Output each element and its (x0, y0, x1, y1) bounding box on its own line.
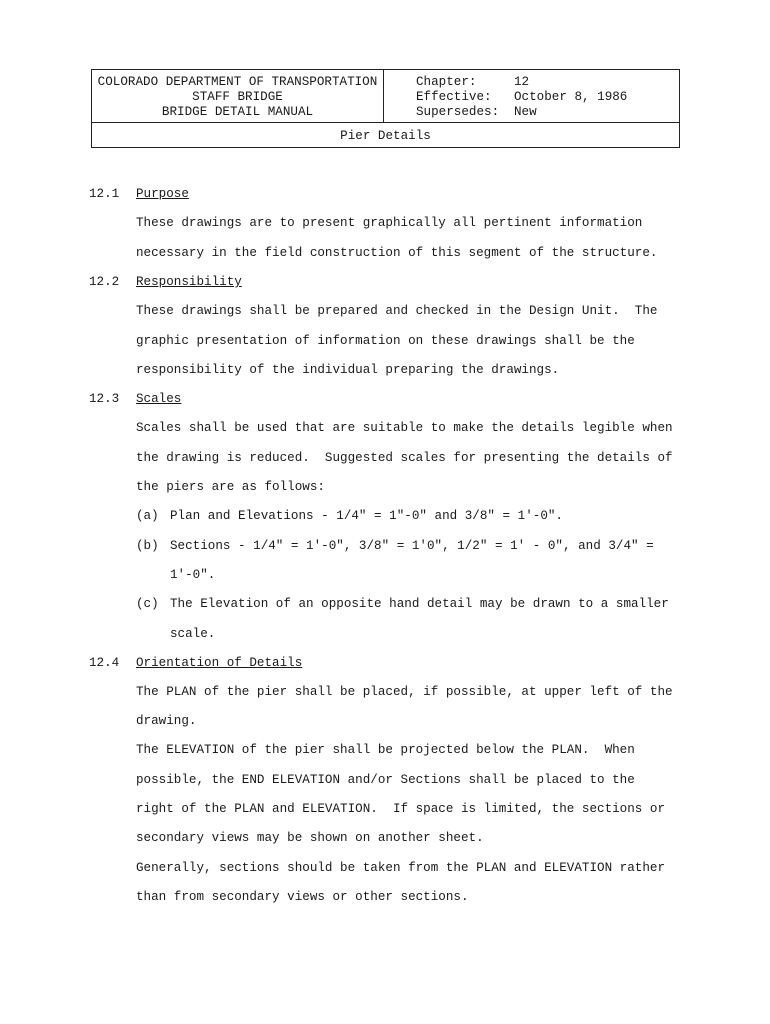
organization-block (92, 70, 384, 122)
body-line: responsibility of the individual preparing the drawings. (136, 363, 560, 377)
section-number: 12.4 (89, 656, 120, 670)
body-line: These drawings shall be prepared and checked in the Design Unit. The (136, 304, 658, 318)
body-line: the drawing is reduced. Suggested scales for presenting the details of (136, 451, 673, 465)
effective-value: October 8, 1986 (514, 90, 628, 104)
supersedes-row (384, 105, 679, 120)
supersedes-label: Supersedes: (416, 105, 500, 119)
body-line: right of the PLAN and ELEVATION. If space is limited, the sections or (136, 802, 666, 816)
chapter-row (384, 75, 679, 90)
section-heading-scales: Scales (136, 392, 182, 406)
effective-row (384, 90, 679, 105)
body-line: Scales shall be used that are suitable to make the details legible when (136, 421, 673, 435)
body-line: drawing. (136, 714, 197, 728)
section-heading-orientation: Orientation of Details (136, 656, 303, 670)
manual-name: BRIDGE DETAIL MANUAL (161, 105, 314, 119)
body-line: Generally, sections should be taken from the PLAN and ELEVATION rather (136, 861, 666, 875)
document-header (91, 69, 680, 148)
list-item-text: scale. (170, 627, 216, 641)
document-info-block (384, 70, 679, 127)
list-marker: (b) (136, 539, 159, 553)
list-marker: (c) (136, 597, 159, 611)
org-unit: STAFF BRIDGE (192, 90, 283, 104)
body-line: These drawings are to present graphically all pertinent information (136, 216, 643, 230)
section-number: 12.1 (89, 187, 120, 201)
body-line: graphic presentation of information on these drawings shall be the (136, 334, 635, 348)
body-line: than from secondary views or other sections. (136, 890, 469, 904)
section-heading-purpose: Purpose (136, 187, 189, 201)
body-line: the piers are as follows: (136, 480, 325, 494)
chapter-value: 12 (514, 75, 530, 89)
list-item-text: Plan and Elevations - 1/4″ = 1″-0″ and 3/8″ = 1′-0″. (170, 509, 563, 523)
list-item-text: The Elevation of an opposite hand detail may be drawn to a smaller (170, 597, 669, 611)
supersedes-value: New (514, 105, 537, 119)
body-line: possible, the END ELEVATION and/or Sections shall be placed to the (136, 773, 635, 787)
org-name: COLORADO DEPARTMENT OF TRANSPORTATION (97, 75, 378, 89)
list-item-text: 1′-0″. (170, 568, 216, 582)
chapter-label: Chapter: (416, 75, 477, 89)
document-title: Pier Details (92, 122, 679, 148)
body-line: secondary views may be shown on another sheet. (136, 831, 484, 845)
section-number: 12.2 (89, 275, 120, 289)
body-line: The ELEVATION of the pier shall be projected below the PLAN. When (136, 743, 635, 757)
list-marker: (a) (136, 509, 159, 523)
section-heading-responsibility: Responsibility (136, 275, 242, 289)
list-item-text: Sections - 1/4″ = 1′-0″, 3/8″ = 1′0″, 1/2″ = 1′ - 0″, and 3/4″ = (170, 539, 654, 553)
effective-label: Effective: (416, 90, 492, 104)
body-line: necessary in the field construction of this segment of the structure. (136, 246, 658, 260)
body-line: The PLAN of the pier shall be placed, if possible, at upper left of the (136, 685, 673, 699)
section-number: 12.3 (89, 392, 120, 406)
